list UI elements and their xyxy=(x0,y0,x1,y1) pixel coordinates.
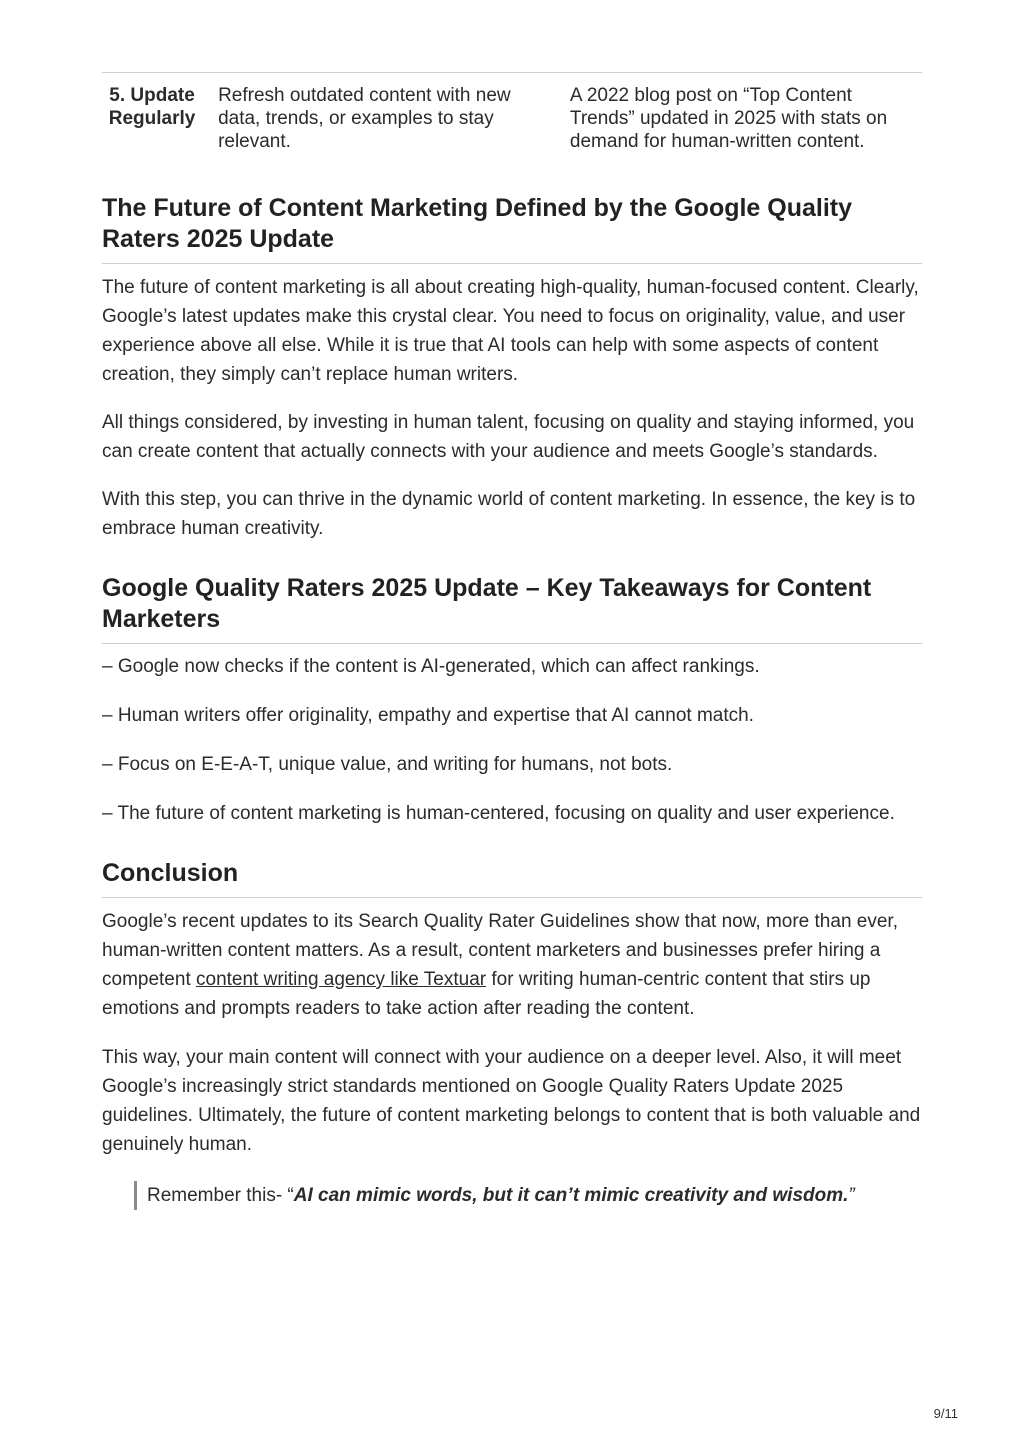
table-cell-step: 5. Update Regularly xyxy=(108,85,196,129)
table-row xyxy=(102,73,922,154)
closing-quote xyxy=(134,1181,922,1210)
table-cell-example: A 2022 blog post on “Top Content Trends” updated in 2025 with stats on demand for human-written content. xyxy=(569,85,888,152)
textuar-agency-link[interactable]: content writing agency like Textuar xyxy=(196,969,487,990)
future-paragraph-3: With this step, you can thrive in the dynamic world of content marketing. In essence, the key is to embrace human creativity. xyxy=(102,489,916,539)
conclusion-paragraph-1 xyxy=(102,907,922,1023)
takeaways-section xyxy=(102,573,922,828)
future-section xyxy=(102,193,922,543)
future-heading: The Future of Content Marketing Defined by the Google Quality Raters 2025 Update xyxy=(102,193,922,264)
takeaway-item-4: – The future of content marketing is human-centered, focusing on quality and user experience. xyxy=(102,803,895,824)
table-cell-description: Refresh outdated content with new data, trends, or examples to stay relevant. xyxy=(218,85,511,152)
conclusion-text-before-link: Google’s recent updates to its Search Quality Rater Guidelines show that now, more than ever, human-written content matters. As a result, content marketers and businesses prefer hiring a competent xyxy=(102,911,898,990)
takeaway-item-1: – Google now checks if the content is AI-generated, which can affect rankings. xyxy=(102,656,760,677)
takeaway-item-2: – Human writers offer originality, empathy and expertise that AI cannot match. xyxy=(102,705,754,726)
conclusion-section xyxy=(102,858,922,1159)
conclusion-text-after-link: for writing human-centric content that stirs up emotions and prompts readers to take action after reading the content. xyxy=(102,969,871,1019)
future-paragraph-2: All things considered, by investing in human talent, focusing on quality and staying informed, you can create content that actually connects with your audience and meets Google’s standards. xyxy=(102,412,915,462)
future-paragraph-1: The future of content marketing is all about creating high-quality, human-focused content. Clearly, Google’s latest updates make this crystal clear. You need to focus on originality, value, and user experience above all else. While it is true that AI tools can help with some aspects of content creation, they simply can’t replace human writers. xyxy=(102,277,919,385)
page-number: 9/11 xyxy=(933,1406,958,1421)
conclusion-paragraph-2: This way, your main content will connect with your audience on a deeper level. Also, it will meet Google’s increasingly strict standards mentioned on Google Quality Raters Update 2025 guidelines. Ultimately, the future of content marketing belongs to content that is both valuable and genuinely human. xyxy=(102,1047,921,1155)
document-page xyxy=(102,72,922,1210)
takeaway-item-3: – Focus on E-E-A-T, unique value, and writing for humans, not bots. xyxy=(102,754,673,775)
quote-prefix: Remember this- “ xyxy=(147,1185,294,1206)
tips-table xyxy=(102,72,922,153)
takeaways-heading: Google Quality Raters 2025 Update – Key Takeaways for Content Marketers xyxy=(102,573,922,644)
quote-emphasis: AI can mimic words, but it can’t mimic creativity and wisdom. xyxy=(293,1185,849,1206)
conclusion-heading: Conclusion xyxy=(102,858,922,898)
quote-suffix: ” xyxy=(848,1185,855,1206)
